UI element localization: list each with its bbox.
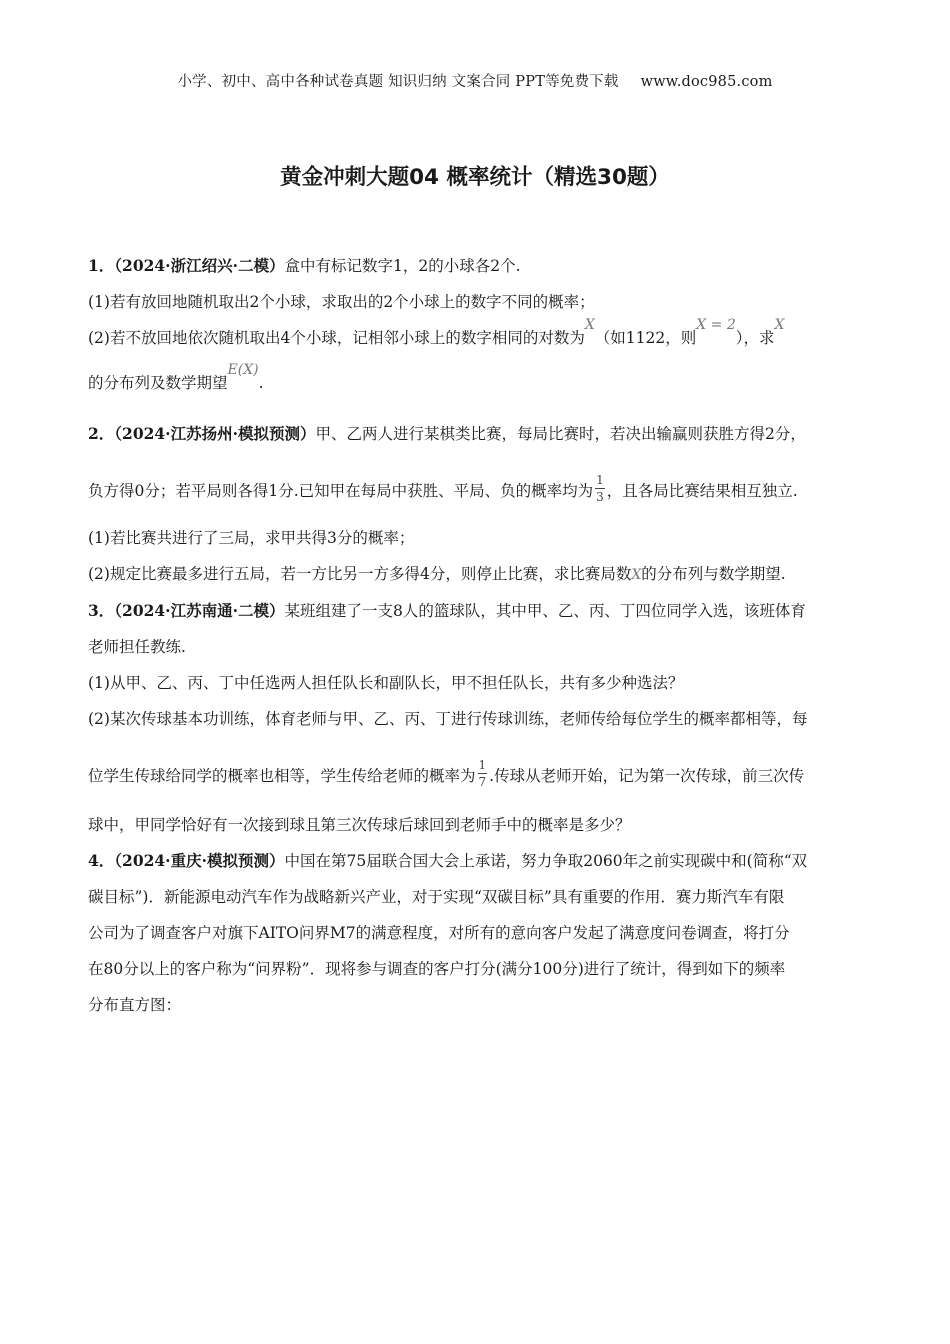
header-url[interactable]: www.doc985.com — [640, 74, 773, 90]
q1-part2-b: （如1122，则 — [594, 329, 697, 347]
q1-part2-d: 的分布列及数学期望 — [88, 374, 228, 392]
fraction-numerator: 1 — [596, 472, 604, 487]
q3-part2-line3: 球中，甲同学恰好有一次接到球且第三次传球后球回到老师手中的概率是多少？ — [88, 816, 631, 834]
q3-part2-c: .传球从老师开始，记为第一次传球，前三次传 — [489, 767, 805, 785]
q4-number: 4． — [88, 851, 115, 870]
math-x: X — [584, 317, 595, 333]
q2-part1: (1)若比赛共进行了三局，求甲共得3分的概率； — [88, 529, 415, 547]
q3-part1: (1)从甲、乙、丙、丁中任选两人担任队长和副队长，甲不担任队长，共有多少种选法？ — [88, 674, 684, 692]
fraction-denominator: 7 — [478, 774, 487, 789]
q2-part2-a: (2)规定比赛最多进行五局，若一方比另一方多得4分，则停止比赛，求比赛局数 — [88, 565, 632, 583]
q1-stem-text: 盒中有标记数字1，2的小球各2个. — [284, 257, 521, 275]
q2-line2-a: 负方得0分；若平局则各得1分.已知甲在每局中获胜、平局、负的概率均为 — [88, 482, 594, 500]
questions — [88, 248, 864, 1023]
q1-part2-cont — [88, 357, 864, 410]
q1-stem — [88, 248, 864, 284]
math-x: X — [774, 317, 785, 333]
math-ex: E(X) — [227, 362, 259, 378]
q1-part2-e: . — [258, 374, 264, 392]
q3-part2-line2 — [88, 751, 864, 801]
page-header — [0, 70, 950, 91]
q2-line2-b: ，且各局比赛结果相互独立. — [606, 482, 798, 500]
q3-source: （2024·江苏南通·二模） — [114, 601, 285, 620]
q3-part2: (2)某次传球基本功训练，体育老师与甲、乙、丙、丁进行传球训练，老师传给每位学生的概率都相等，每 — [88, 710, 808, 728]
q3-part2-b: 位学生传球给同学的概率也相等，学生传给老师的概率为 — [88, 767, 476, 785]
q3-line2: 老师担任教练. — [88, 638, 186, 656]
page-title: 黄金冲刺大题04 概率统计（精选30题） — [280, 165, 670, 190]
q4-line5: 分布直方图： — [88, 996, 182, 1014]
q4-line4: 在80分以上的客户称为“问界粉”．现将参与调查的客户打分(满分100分)进行了统计，得到如下的频率 — [88, 960, 786, 978]
q2-stem-text: 甲、乙两人进行某棋类比赛，每局比赛时，若决出输赢则获胜方得2分， — [315, 425, 806, 443]
q2-part2-b: 的分布列与数学期望. — [641, 565, 786, 583]
q3-stem — [88, 593, 864, 629]
fraction-denominator: 3 — [596, 489, 604, 504]
q2-source: （2024·江苏扬州·模拟预测） — [114, 424, 316, 443]
q1-part2 — [88, 317, 864, 357]
math-x-eq-2: X = 2 — [696, 317, 736, 333]
q4-stem-text: 中国在第75届联合国大会上承诺，努力争取2060年之前实现碳中和(简称“双 — [284, 852, 808, 870]
math-x: X — [631, 567, 642, 583]
q3-number: 3． — [88, 601, 115, 620]
q3-stem-text: 某班组建了一支8人的篮球队，其中甲、乙、丙、丁四位同学入选，该班体育 — [284, 602, 806, 620]
q2-part2 — [88, 556, 864, 593]
q2-line2 — [88, 466, 864, 516]
q4-source: （2024·重庆·模拟预测） — [114, 851, 285, 870]
fraction-one-seventh — [478, 759, 488, 788]
q4-line2: 碳目标”)．新能源电动汽车作为战略新兴产业，对于实现“双碳目标”具有重要的作用．赛力斯汽车有限 — [88, 888, 785, 906]
fraction-numerator: 1 — [478, 757, 487, 772]
q1-number: 1． — [88, 256, 115, 275]
header-text: 小学、初中、高中各种试卷真题 知识归纳 文案合同 PPT等免费下载 — [177, 74, 619, 90]
q1-source: （2024·浙江绍兴·二模） — [114, 256, 285, 275]
q4-stem — [88, 843, 864, 879]
q4-line3: 公司为了调查客户对旗下AITO问界M7的满意程度，对所有的意向客户发起了满意度问卷调查，将打分 — [88, 924, 790, 942]
q2-stem — [88, 416, 864, 452]
q2-number: 2． — [88, 424, 115, 443]
q1-part2-c: ），求 — [735, 329, 775, 347]
q1-part2-a: (2)若不放回地依次随机取出4个小球，记相邻小球上的数字相同的对数为 — [88, 329, 585, 347]
fraction-one-third — [595, 474, 605, 503]
q1-part1: (1)若有放回地随机取出2个小球，求取出的2个小球上的数字不同的概率； — [88, 293, 595, 311]
